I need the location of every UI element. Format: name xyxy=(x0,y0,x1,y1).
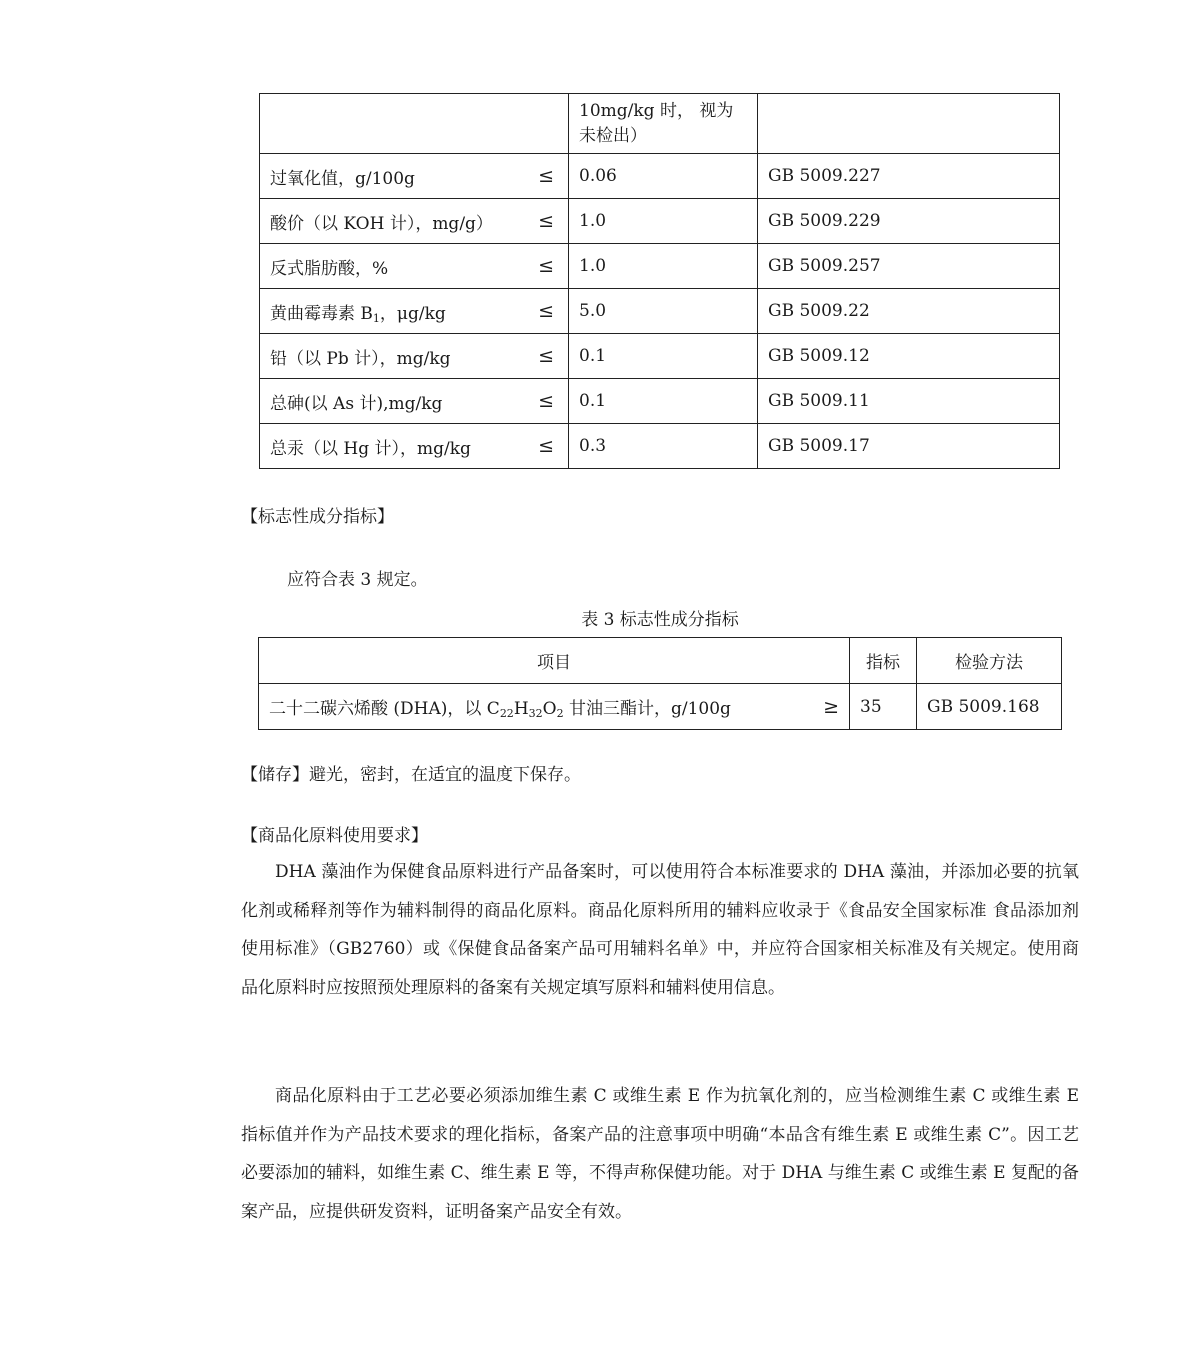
item-label-post: ，μg/kg xyxy=(379,303,446,324)
table3-caption: 表 3 标志性成分指标 xyxy=(581,610,739,630)
comparison-symbol: ≤ xyxy=(538,300,554,322)
item-label: 酸价（以 KOH 计），mg/g） xyxy=(270,213,493,234)
method-cell: GB 5009.227 xyxy=(758,154,1060,199)
item-label-b: H xyxy=(513,699,529,719)
value-cell: 1.0 xyxy=(569,244,758,289)
item-label-d: 甘油三酯计，g/100g xyxy=(563,699,731,719)
item-cell xyxy=(260,334,569,379)
table-row xyxy=(260,379,1060,424)
item-label-c: O xyxy=(542,699,557,719)
method-cell: GB 5009.22 xyxy=(758,289,1060,334)
limits-table xyxy=(259,93,1060,469)
header-item: 项目 xyxy=(259,638,850,684)
method-cell: GB 5009.168 xyxy=(917,684,1062,730)
paragraph-2: 商品化原料由于工艺必要必须添加维生素 C 或维生素 E 作为抗氧化剂的，应当检测维生素 C 或维生素 E 指标值并作为产品技术要求的理化指标，备案产品的注意事项中明确“本品含有维生素 E 或维生素 C”。因工艺必要添加的辅料，如维生素 C、维生素 E 等，不得声称保健功能。对于 DHA 与维生素 C 或维生素 E 复配的备案产品，应提供研发资料，证明备案产品安全有效。 xyxy=(241,1086,1079,1222)
paragraph-1: DHA 藻油作为保健食品原料进行产品备案时，可以使用符合本标准要求的 DHA 藻油，并添加必要的抗氧化剂或稀释剂等作为辅料制得的商品化原料。商品化原料所用的辅料应收录于《食品安全国家标准 食品添加剂使用标准》（GB2760）或《保健食品备案产品可用辅料名单》中，并应符合国家相关标准及有关规定。使用商品化原料时应按照预处理原料的备案有关规定填写原料和辅料使用信息。 xyxy=(241,862,1079,998)
subscript: 32 xyxy=(528,707,543,720)
item-cell xyxy=(260,379,569,424)
item-cell xyxy=(260,94,569,154)
table-row xyxy=(260,94,1060,154)
comparison-symbol: ≤ xyxy=(538,165,554,187)
item-label-a: 二十二碳六烯酸 (DHA)，以 C xyxy=(269,699,500,719)
item-label: 总汞（以 Hg 计），mg/kg xyxy=(270,438,471,459)
comparison-symbol: ≤ xyxy=(538,435,554,457)
table-header-row xyxy=(259,638,1062,684)
method-cell: GB 5009.257 xyxy=(758,244,1060,289)
commercial-heading: 【商品化原料使用要求】 xyxy=(241,826,428,846)
method-cell: GB 5009.11 xyxy=(758,379,1060,424)
header-value: 指标 xyxy=(850,638,917,684)
value-cell: 1.0 xyxy=(569,199,758,244)
comparison-symbol: ≤ xyxy=(538,390,554,412)
value-cell: 10mg/kg 时， 视为未检出） xyxy=(569,94,758,154)
value-cell: 0.1 xyxy=(569,334,758,379)
item-label-pre: 黄曲霉毒素 B xyxy=(270,303,373,324)
item-label: 铅（以 Pb 计），mg/kg xyxy=(270,348,451,369)
table-row xyxy=(260,244,1060,289)
item-cell xyxy=(260,199,569,244)
value-cell: 5.0 xyxy=(569,289,758,334)
comparison-symbol: ≤ xyxy=(538,210,554,232)
item-label: 反式脂肪酸，% xyxy=(270,258,389,279)
table-row xyxy=(259,684,1062,730)
table-row xyxy=(260,289,1060,334)
comparison-symbol: ≤ xyxy=(538,345,554,367)
item-cell xyxy=(260,154,569,199)
item-cell xyxy=(259,684,850,730)
value-cell: 0.1 xyxy=(569,379,758,424)
table-row xyxy=(260,199,1060,244)
item-label-subscript: 1 xyxy=(372,311,380,325)
value-cell: 0.06 xyxy=(569,154,758,199)
table-row xyxy=(260,154,1060,199)
header-method: 检验方法 xyxy=(917,638,1062,684)
marker-table xyxy=(258,637,1062,730)
item-label: 过氧化值，g/100g xyxy=(270,168,415,189)
item-cell xyxy=(260,244,569,289)
method-cell: GB 5009.12 xyxy=(758,334,1060,379)
comparison-symbol: ≥ xyxy=(823,695,839,718)
value-cell: 35 xyxy=(850,684,917,730)
marker-intro: 应符合表 3 规定。 xyxy=(287,570,428,590)
subscript: 2 xyxy=(556,707,564,720)
storage-label: 【储存】 xyxy=(241,765,309,785)
subscript: 22 xyxy=(499,707,514,720)
comparison-symbol: ≤ xyxy=(538,255,554,277)
item-label: 总砷(以 As 计),mg/kg xyxy=(270,393,443,414)
value-cell: 0.3 xyxy=(569,424,758,469)
table-row xyxy=(260,334,1060,379)
item-cell xyxy=(260,289,569,334)
method-cell xyxy=(758,94,1060,154)
marker-heading: 【标志性成分指标】 xyxy=(241,507,394,527)
table-row xyxy=(260,424,1060,469)
storage-line xyxy=(241,760,581,785)
method-cell: GB 5009.17 xyxy=(758,424,1060,469)
storage-text: 避光，密封，在适宜的温度下保存。 xyxy=(309,765,581,785)
method-cell: GB 5009.229 xyxy=(758,199,1060,244)
item-cell xyxy=(260,424,569,469)
